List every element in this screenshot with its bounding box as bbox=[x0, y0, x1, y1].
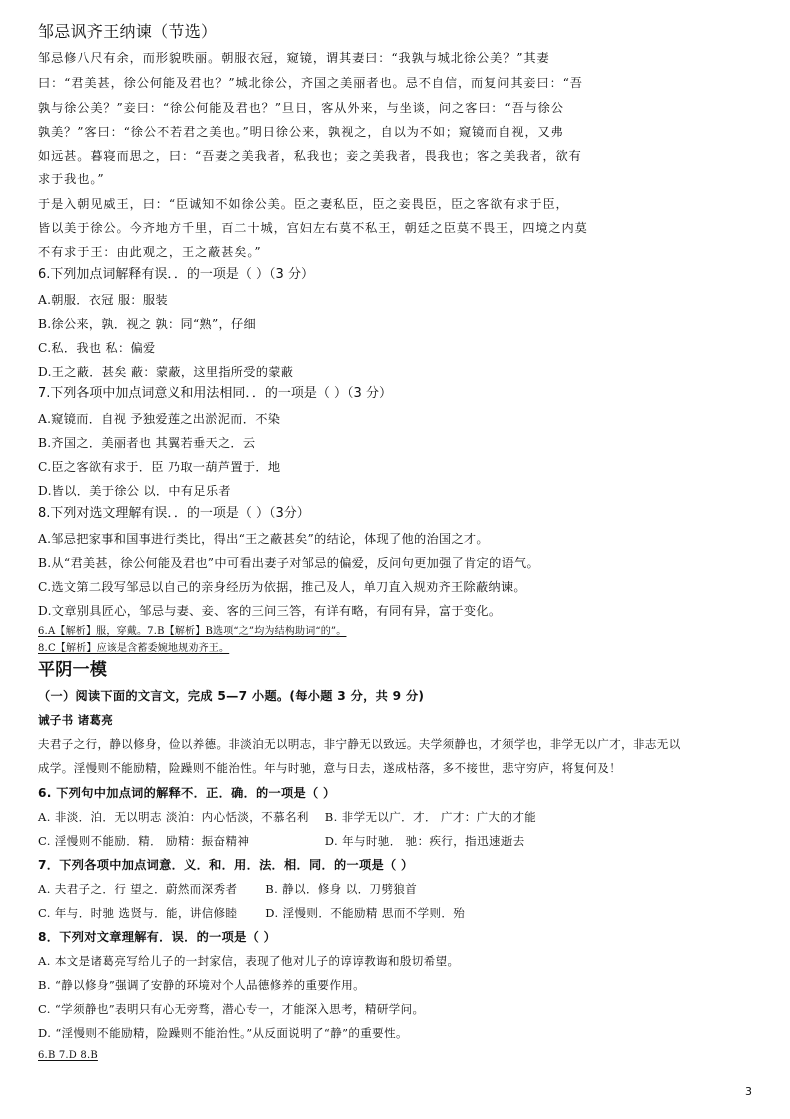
s2-q8-option-b: B. “静以修身”强调了安静的环境对个人品德修养的重要作用。 bbox=[38, 978, 366, 992]
s1-q6-option-a: A.朝服．衣冠 服：服装 bbox=[38, 293, 168, 307]
s1-answer-line-1: 6.A【解析】服，穿戴。7.B【解析】B选项“之”均为结构助词“的”。 bbox=[38, 626, 347, 637]
s2-answers: 6.B 7.D 8.B bbox=[38, 1050, 98, 1061]
passage1-line-5: 如远甚。暮寝而思之，曰：“吾妻之美我者，私我也；妾之美我者，畏我也；客之美我者，欲有 bbox=[38, 149, 582, 163]
s1-q7-option-b: B.齐国之．美丽者也 其翼若垂天之．云 bbox=[38, 436, 256, 450]
s2-q7-options-row-1: A. 夫君子之．行 望之．蔚然而深秀者 B. 静以．修身 以．刀劈狼首 bbox=[38, 882, 418, 896]
s2-q8-option-d: D. “淫慢则不能励精，险躁则不能治性。”从反面说明了“静”的重要性。 bbox=[38, 1026, 408, 1040]
s1-q6-option-c: C.私．我也 私：偏爱 bbox=[38, 341, 156, 355]
s2-q8-option-c: C. “学须静也”表明只有心无旁骛，潜心专一，才能深入思考，精研学问。 bbox=[38, 1002, 425, 1016]
s2-q6-stem: 6. 下列句中加点词的解释不．正．确．的一项是（ ） bbox=[38, 786, 336, 800]
s2-q7-stem: 7．下列各项中加点词意．义．和．用．法．相．同．的一项是（ ） bbox=[38, 858, 414, 872]
passage1-line-3: 孰与徐公美？”妾曰：“徐公何能及君也？”旦日，客从外来，与坐谈，问之客曰：“吾与徐公 bbox=[38, 101, 564, 115]
s1-q6-stem: 6.下列加点词解释有误．．的一项是（ ）（3 分） bbox=[38, 267, 314, 282]
passage1-line-6: 求于我也。” bbox=[38, 172, 105, 186]
s1-q6-option-d: D.王之蔽．甚矣 蔽：蒙蔽，这里指所受的蒙蔽 bbox=[38, 365, 294, 379]
section2-title: 平阴一模 bbox=[38, 660, 108, 680]
s1-q8-stem: 8.下列对选文理解有误．．的一项是（ ）（3分） bbox=[38, 506, 310, 521]
passage2-line-1: 夫君子之行，静以修身，俭以养德。非淡泊无以明志，非宁静无以致远。夫学须静也，才须学也，非学无以广才，非志无以 bbox=[38, 737, 681, 751]
page-number: 3 bbox=[745, 1085, 752, 1098]
passage2-line-2: 成学。淫慢则不能励精，险躁则不能治性。年与时驰，意与日去，遂成枯落，多不接世，悲守穷庐，将复何及！ bbox=[38, 761, 622, 775]
passage1-line-7: 于是入朝见威王，曰：“臣诚知不如徐公美。臣之妻私臣，臣之妾畏臣，臣之客欲有求于臣， bbox=[38, 197, 569, 211]
s2-q8-stem: 8．下列对文章理解有．误．的一项是（ ） bbox=[38, 930, 277, 944]
s1-q7-option-d: D.皆以．美于徐公 以．中有足乐者 bbox=[38, 484, 231, 498]
passage1-line-4: 孰美？”客曰：“徐公不若君之美也。”明日徐公来，孰视之，自以为不如；窥镜而自视，又弗 bbox=[38, 125, 564, 139]
s2-q8-option-a: A. 本文是诸葛亮写给儿子的一封家信，表现了他对儿子的谆谆教诲和殷切希望。 bbox=[38, 954, 460, 968]
s2-subtitle: 诫子书 诸葛亮 bbox=[38, 713, 114, 727]
passage1-line-8: 皆以美于徐公。今齐地方千里，百二十城，宫妇左右莫不私王，朝廷之臣莫不畏王，四境之内莫 bbox=[38, 221, 588, 235]
s1-q8-option-c: C.选文第二段写邹忌以自己的亲身经历为依据，推己及人，单刀直入规劝齐王除蔽纳谏。 bbox=[38, 580, 526, 594]
passage1-line-2: 曰：“君美甚，徐公何能及君也？”城北徐公，齐国之美丽者也。忌不自信，而复问其妾曰：“吾 bbox=[38, 76, 583, 90]
s1-q7-stem: 7.下列各项中加点词意义和用法相同．．的一项是（ ）（3 分） bbox=[38, 386, 392, 401]
s1-q8-option-a: A.邹忌把家事和国事进行类比，得出“王之蔽甚矣”的结论，体现了他的治国之才。 bbox=[38, 532, 489, 546]
s1-q7-option-a: A.窥镜而．自视 予独爱莲之出淤泥而．不染 bbox=[38, 412, 281, 426]
s1-q7-option-c: C.臣之客欲有求于．臣 乃取一葫芦置于．地 bbox=[38, 460, 281, 474]
s2-q6-options-row-1: A. 非淡．泊．无以明志 淡泊：内心恬淡，不慕名利 B. 非学无以广．才． 广才：广大的才能 bbox=[38, 810, 537, 824]
passage1-line-1: 邹忌修八尺有余，而形貌昳丽。朝服衣冠，窥镜，谓其妻曰：“我孰与城北徐公美？”其妻 bbox=[38, 51, 550, 65]
s2-q7-options-row-2: C. 年与．时驰 选贤与．能，讲信修睦 D. 淫慢则．不能励精 思而不学则．殆 bbox=[38, 906, 466, 920]
passage1-line-9: 不有求于王：由此观之，王之蔽甚矣。” bbox=[38, 245, 262, 259]
s1-q8-option-b: B.从“君美甚，徐公何能及君也”中可看出妻子对邹忌的偏爱，反问句更加强了肯定的语气。 bbox=[38, 556, 540, 570]
s2-q6-options-row-2: C. 淫慢则不能励．精． 励精：振奋精神 D. 年与时驰． 驰：疾行，指迅速逝去 bbox=[38, 834, 525, 848]
section1-title: 邹忌讽齐王纳谏（节选） bbox=[38, 22, 218, 41]
s1-q8-option-d: D.文章别具匠心，邹忌与妻、妾、客的三问三答，有详有略，有同有异，富于变化。 bbox=[38, 604, 502, 618]
s1-answer-line-2: 8.C【解析】应该是含蓄委婉地规劝齐王。 bbox=[38, 643, 230, 654]
s2-intro: （一）阅读下面的文言文，完成 5—7 小题。(每小题 3 分，共 9 分) bbox=[38, 689, 425, 703]
s1-q6-option-b: B.徐公来，孰．视之 孰：同“熟”，仔细 bbox=[38, 317, 256, 331]
